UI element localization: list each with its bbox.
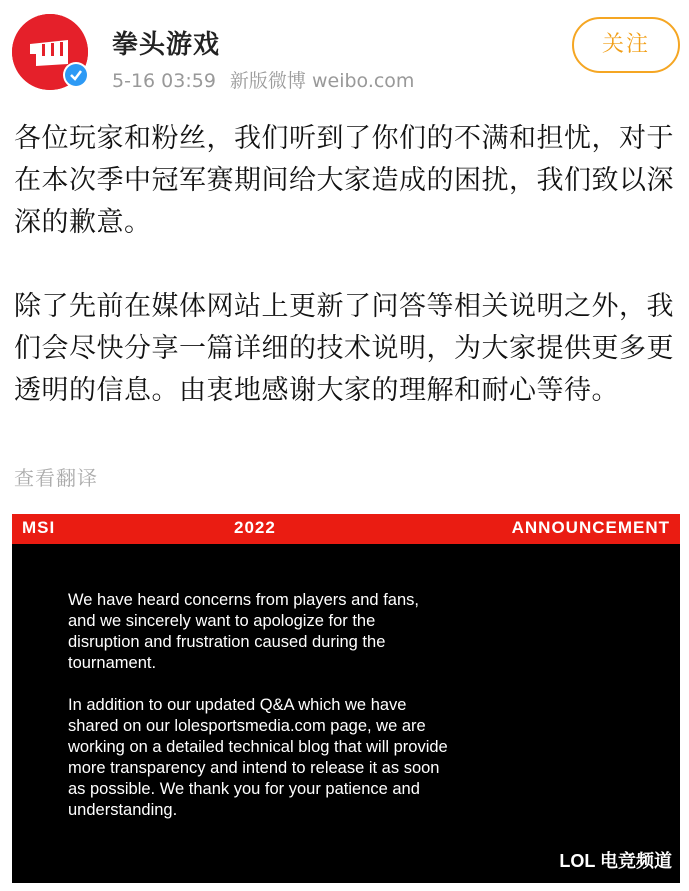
post-meta bbox=[112, 66, 414, 93]
post-source: 新版微博 weibo.com bbox=[229, 70, 415, 92]
translate-link[interactable]: 查看翻译 bbox=[14, 466, 98, 490]
post-body bbox=[14, 118, 678, 412]
banner-right-text: ANNOUNCEMENT bbox=[511, 518, 670, 537]
verified-badge-icon bbox=[63, 62, 89, 88]
post-paragraph: 除了先前在媒体网站上更新了问答等相关说明之外，我们会尽快分享一篇详细的技术说明，为大家提供更多更透明的信息。由衷地感谢大家的理解和耐心等待。 bbox=[14, 291, 674, 406]
post-paragraph: 各位玩家和粉丝，我们听到了你们的不满和担忧，对于在本次季中冠军赛期间给大家造成的困扰，我们致以深深的歉意。 bbox=[14, 123, 674, 238]
watermark-text: LOL 电竞频道 bbox=[559, 851, 672, 871]
banner-center-text: 2022 bbox=[234, 518, 276, 537]
announcement-paragraph: In addition to our updated Q&A which we have shared on our lolesportsmedia.com page, we are working on a detailed technical blog that will provide more transparency and intend to release it as soon as possible. We thank you for your patience and understanding. bbox=[68, 696, 448, 819]
username[interactable]: 拳头游戏 bbox=[112, 30, 221, 60]
follow-button[interactable]: 关注 bbox=[572, 17, 680, 73]
announcement-banner bbox=[12, 514, 680, 544]
watermark bbox=[559, 847, 672, 873]
announcement-paragraph: We have heard concerns from players and fans, and we sincerely want to apologize for the disruption and frustration caused during the tournament. bbox=[68, 591, 419, 672]
announcement-body bbox=[68, 590, 448, 821]
announcement-image[interactable] bbox=[12, 514, 680, 883]
timestamp: 5-16 03:59 bbox=[112, 70, 216, 92]
post-header bbox=[0, 0, 689, 110]
banner-left-text: MSI bbox=[22, 518, 56, 537]
